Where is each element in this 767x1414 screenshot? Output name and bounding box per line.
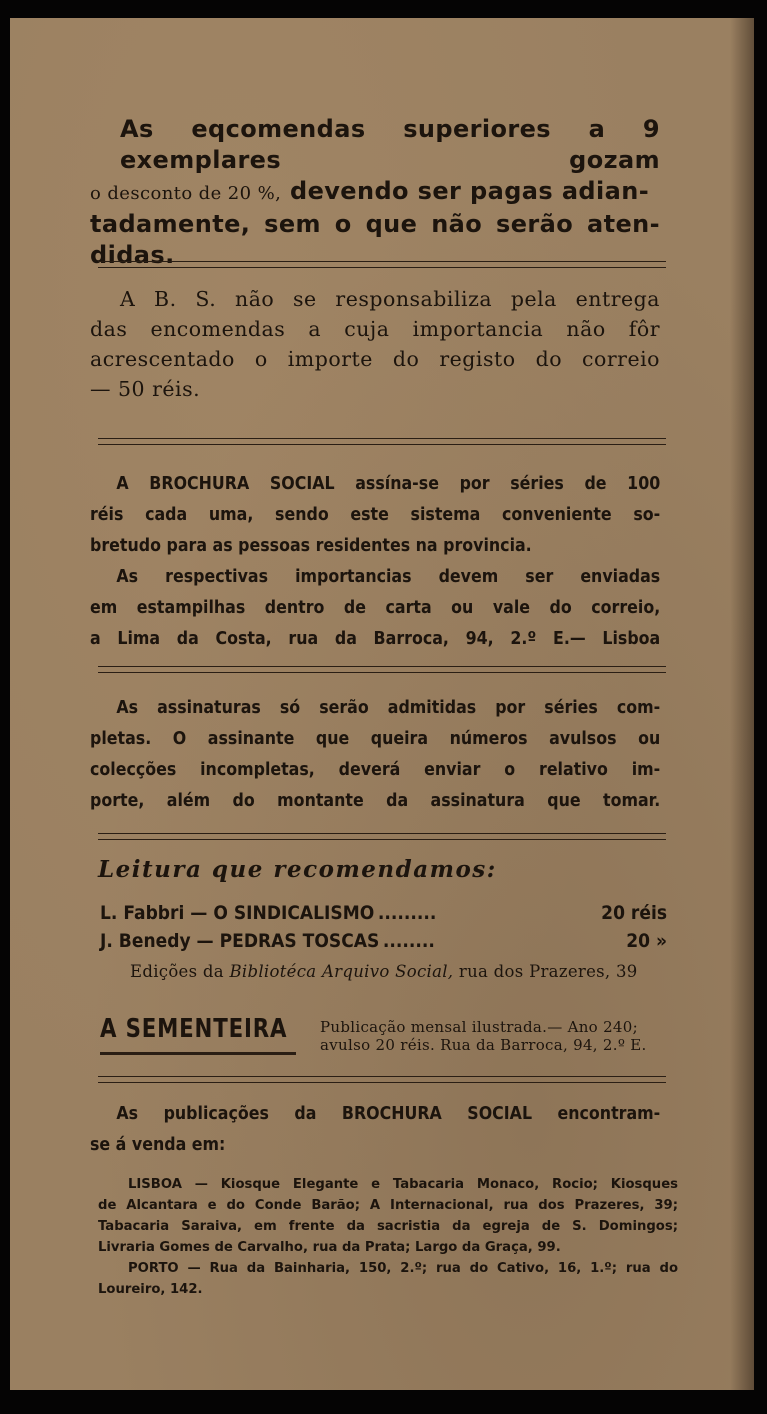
series-line1: As assinaturas só serão admitidas por séries com-: [116, 697, 661, 718]
sales-line: Loureiro, 142.: [98, 1282, 203, 1297]
reading-item: [100, 902, 667, 924]
sementeira-underline: [100, 1052, 296, 1055]
sales-heading-line1: As publicações da BROCHURA SOCIAL encontram-: [116, 1103, 661, 1124]
editions-address: rua dos Prazeres, 39: [453, 962, 638, 981]
sales-line: Tabacaria Saraiva, em frente da sacristia da egreja de S. Domingos;: [98, 1219, 678, 1234]
reading-item-price: 20 réis: [601, 902, 667, 924]
sales-locations: [98, 1174, 678, 1300]
notice-discount-line4: didas.: [90, 241, 175, 269]
reading-item: [100, 930, 667, 952]
sales-heading: [90, 1098, 660, 1160]
notice-series: [90, 692, 660, 816]
divider-rule: [98, 438, 666, 445]
sementeira-title: A SEMENTEIRA: [100, 1014, 288, 1044]
notice-subscription-text: [90, 468, 660, 654]
reading-item-price: 20 »: [626, 930, 667, 952]
series-line2: pletas. O assinante que queira números avulsos ou: [90, 728, 661, 749]
subscription-line2: réis cada uma, sendo este sistema conveniente so-: [90, 504, 661, 525]
sales-heading-text: [90, 1098, 660, 1160]
discount-rest-text: devendo ser pagas adian-: [281, 177, 650, 205]
notice-registration-line2: das encomendas a cuja importancia não fôr: [90, 317, 660, 341]
notice-series-text: [90, 692, 660, 816]
notice-subscription: [90, 468, 660, 654]
sementeira-description: [320, 1018, 647, 1054]
reading-item-title: J. Benedy — PEDRAS TOSCAS: [100, 930, 380, 952]
discount-percent-text: o desconto de 20 %,: [90, 183, 282, 204]
page-edge-shadow: [730, 18, 754, 1390]
divider-rule: [98, 1076, 666, 1083]
divider-rule: [98, 833, 666, 840]
editions-prefix: Edições da: [130, 962, 230, 981]
editions-note: [130, 962, 638, 981]
sales-heading-line2: se á venda em:: [90, 1134, 226, 1155]
sales-line: de Alcantara e do Conde Barão; A Internacional, rua dos Prazeres, 39;: [98, 1198, 678, 1213]
divider-rule: [98, 666, 666, 673]
notice-registration-line4: — 50 réis.: [90, 377, 201, 401]
series-line4: porte, além do montante da assinatura que tomar.: [90, 790, 661, 811]
sales-line: Livraria Gomes de Carvalho, rua da Prata; Largo da Graça, 99.: [98, 1240, 561, 1255]
editions-library: Bibliotéca Arquivo Social,: [229, 962, 454, 981]
reading-item-dots: .........: [377, 902, 437, 924]
series-line3: colecções incompletas, deverá enviar o relativo im-: [90, 759, 661, 780]
sementeira-desc-line1: Publicação mensal ilustrada.— Ano 240;: [320, 1018, 638, 1036]
reading-item-title: L. Fabbri — O SINDICALISMO: [100, 902, 375, 924]
notice-discount-line1: As eqcomendas superiores a 9 exemplares gozam: [120, 115, 660, 174]
notice-registration: [90, 284, 660, 404]
notice-registration-line3: acrescentado o importe do registo do correio: [90, 347, 660, 371]
sales-line: LISBOA — Kiosque Elegante e Tabacaria Monaco, Rocio; Kiosques: [128, 1177, 678, 1192]
notice-discount-line2: [90, 176, 660, 209]
subscription-line6: a Lima da Costa, rua da Barroca, 94, 2.º E.— Lisboa: [90, 628, 661, 649]
reading-title: Leitura que recomendamos:: [98, 856, 497, 883]
reading-item-dots: ........: [382, 930, 435, 952]
notice-registration-line1: A B. S. não se responsabiliza pela entrega: [120, 287, 660, 311]
page: [10, 18, 754, 1390]
sementeira-desc-line2: avulso 20 réis. Rua da Barroca, 94, 2.º E.: [320, 1036, 647, 1054]
divider-rule: [98, 261, 666, 268]
subscription-line1: A BROCHURA SOCIAL assína-se por séries de 100: [116, 473, 661, 494]
notice-discount: [90, 114, 660, 271]
notice-discount-line3: tadamente, sem o que não serão aten-: [90, 210, 660, 238]
sales-line: PORTO — Rua da Bainharia, 150, 2.º; rua do Cativo, 16, 1.º; rua do: [128, 1261, 678, 1276]
subscription-line4: As respectivas importancias devem ser enviadas: [116, 566, 661, 587]
subscription-line5: em estampilhas dentro de carta ou vale do correio,: [90, 597, 661, 618]
subscription-line3: bretudo para as pessoas residentes na provincia.: [90, 535, 532, 556]
